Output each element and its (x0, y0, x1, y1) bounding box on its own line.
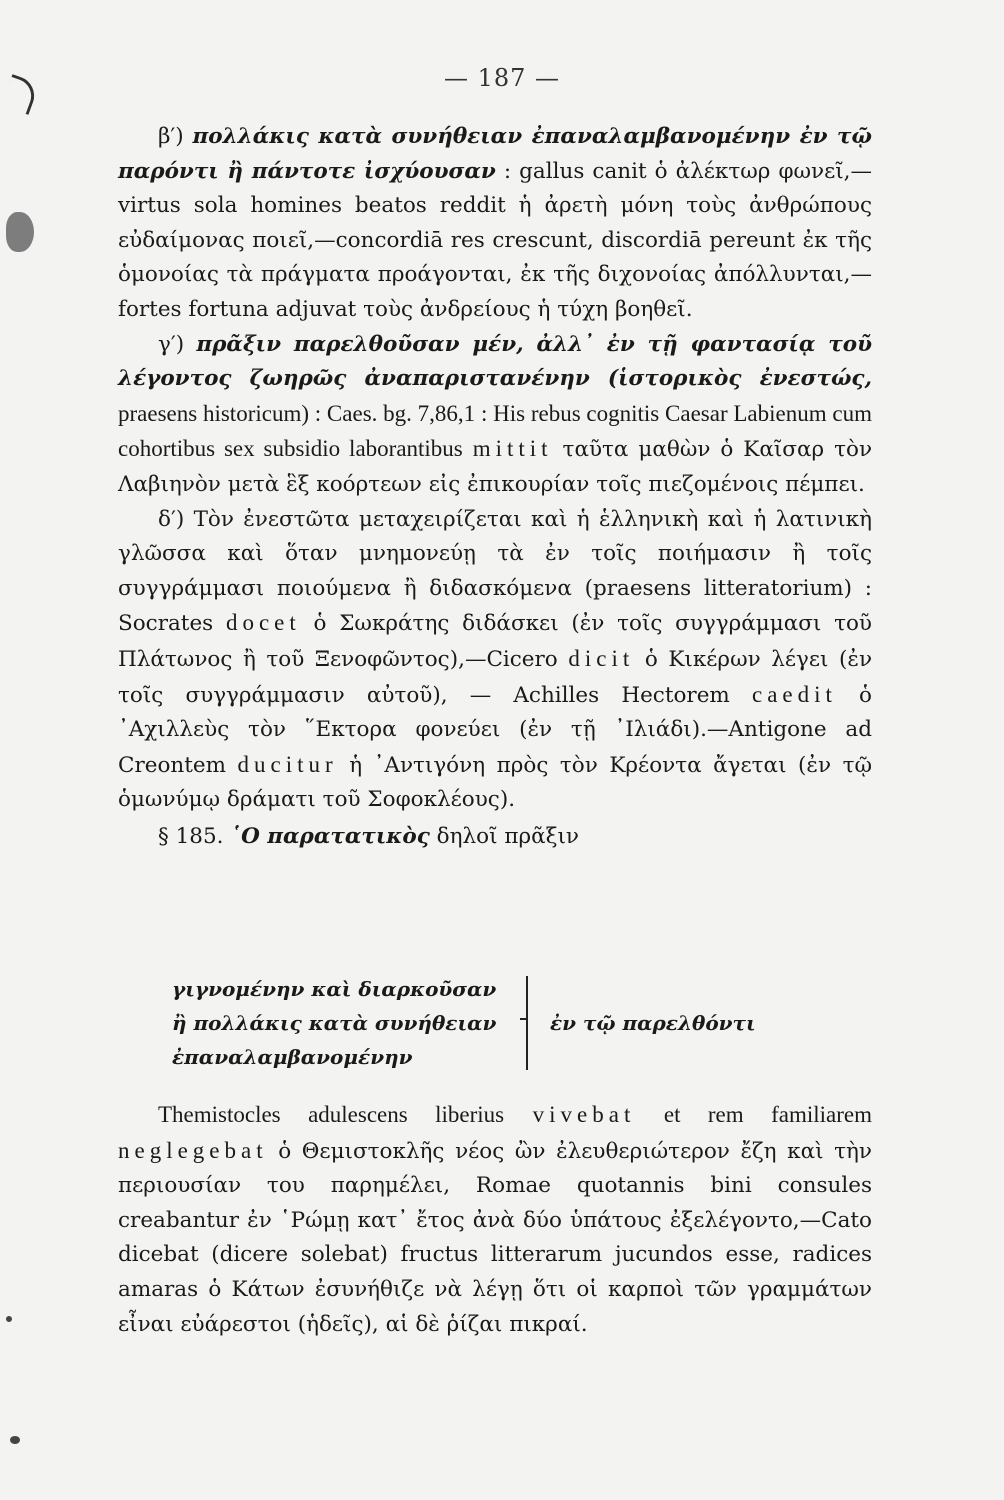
paragraph-label: δ′) (158, 506, 185, 532)
brace-line-1: γιγνομένην καὶ διαρκοῦσαν (172, 977, 497, 1001)
paragraph-body: ὁ Σωκράτης διδάσκει (ἐν τοῖς συγγράμμασι τοῦ Πλάτωνος ἢ τοῦ Ξενοφῶντος),—Cicero (118, 611, 872, 672)
emphasized-verb: docet (225, 610, 301, 636)
paragraph-body: Themistocles adulescens liberius (158, 1102, 505, 1127)
paragraph-body: ἡ ᾿Αντιγόνη πρὸς τὸν Κρέοντα ἄγεται (ἐν τῷ ὁμωνύμῳ δράματι τοῦ Σοφοκλέους). (118, 752, 872, 813)
paragraph-beta (118, 120, 872, 328)
main-text (118, 120, 872, 854)
brace-icon (526, 976, 528, 1070)
emphasized-verb: ducitur (237, 751, 338, 777)
paragraph-delta (118, 503, 872, 818)
paragraph-themistocles (118, 1098, 872, 1342)
brace-left-group (172, 972, 496, 1074)
emphasized-verb: dicit (568, 645, 635, 671)
brace-diagram (172, 972, 872, 1072)
paragraph-heading: πολλάκις κατὰ συνήθειαν ἐπαναλαμβανομένην ἐν τῷ παρόντι ἢ πάντοτε ἰσχύουσαν (118, 124, 872, 184)
paragraph-body: et rem familiarem (663, 1102, 872, 1127)
paragraph-body: ὁ ᾿Αχιλλεὺς τὸν ῞Εκτορα φονεύει (ἐν τῇ ᾿Ιλιάδι).—Antigone ad Creontem (118, 682, 872, 778)
page-number: — 187 — (443, 64, 561, 92)
brace-right-text: ἐν τῷ παρελθόντι (550, 1011, 756, 1035)
section-sign: § 185. (158, 823, 224, 849)
paragraph-body: ὁ Κικέρων λέγει (ἐν τοῖς συγγράμμασιν αὐτοῦ), — Achilles Hectorem (118, 646, 873, 708)
brace-tick-icon (520, 1018, 528, 1020)
binding-hole-icon (6, 212, 34, 252)
section-text: δηλοῖ πρᾶξιν (436, 823, 579, 849)
brace-line-3: ἐπαναλαμβανομένην (172, 1045, 413, 1069)
paragraph-label: β′) (158, 124, 184, 149)
brace-line-2: ἢ πολλάκις κατὰ συνήθειαν (172, 1011, 497, 1035)
paragraph-label: γ′) (158, 331, 185, 357)
emphasized-verb: caedit (751, 681, 837, 707)
emphasized-verb: neglegebat (118, 1137, 268, 1163)
section-term: ῾Ο παρατατικὸς (230, 823, 430, 849)
paragraph-body: praesens historicum) : Caes. bg. 7,86,1 : His rebus cognitis Caesar Labienum cum cohortibus sex subsidio laborantibus (118, 400, 872, 462)
speck-icon (6, 1316, 12, 1322)
paragraph-body: ταῦτα μαθὼν ὁ Καῖσαρ τὸν Λαβιηνὸν μετὰ ἓξ κοόρτεων εἰς ἐπικουρίαν τοῖς πιεζομένοις πέμπει. (118, 437, 873, 497)
paragraph-body: Τὸν ἐνεστῶτα μεταχειρίζεται καὶ ἡ ἑλληνικὴ καὶ ἡ λατινικὴ γλῶσσα καὶ ὅταν μνημονεύῃ τὰ ἐν τοῖς ποιήμασιν ἢ τοῖς συγγράμμασι ποιούμενα ἢ διδασκόμενα (praesens litteratorium) : Socrates (118, 506, 872, 637)
section-185 (118, 820, 872, 855)
lower-text (118, 1098, 872, 1342)
paragraph-gamma (118, 328, 872, 503)
emphasized-verb: vivebat (532, 1102, 636, 1127)
paragraph-heading: πρᾶξιν παρελθοῦσαν μέν, ἀλλ᾿ ἐν τῇ φαντασίᾳ τοῦ λέγοντος ζωηρῶς ἀναπαριστανένην (ἱστορικὸς ἐνεστώς, (118, 331, 872, 392)
speck-icon (10, 1436, 20, 1444)
paragraph-body: ὁ Θεμιστοκλῆς νέος ὢν ἐλευθεριώτερον ἔζη καὶ τὴν περιουσίαν του παρημέλει, Romae quotannis bini consules creabantur ἐν ῾Ρώμῃ κατ᾿ ἔτος ἀνὰ δύο ὑπάτους ἐξελέγοντο,—Cato dicebat (dicere solebat) fructus litterarum jucundos esse, radices amaras ὁ Κάτων ἐσυνήθιζε νὰ λέγῃ ὅτι οἱ καρποὶ τῶν γραμμάτων εἶναι εὐάρεστοι (ἡδεῖς), αἱ δὲ ῥίζαι πικραί. (118, 1138, 872, 1337)
paragraph-body: : gallus canit ὁ ἀλέκτωρ φωνεῖ,— virtus sola homines beatos reddit ἡ ἀρετὴ μόνη τοὺς ἀνθρώπους εὐδαίμονας ποιεῖ,—concordiā res crescunt, discordiā pereunt ἐκ τῆς ὁμονοίας τὰ πράγματα προάγονται, ἐκ τῆς διχονοίας ἀπόλλυνται,—fortes fortuna adjuvat τοὺς ἀνδρείους ἡ τύχη βοηθεῖ. (118, 158, 873, 322)
emphasized-verb: mittit (472, 436, 553, 462)
